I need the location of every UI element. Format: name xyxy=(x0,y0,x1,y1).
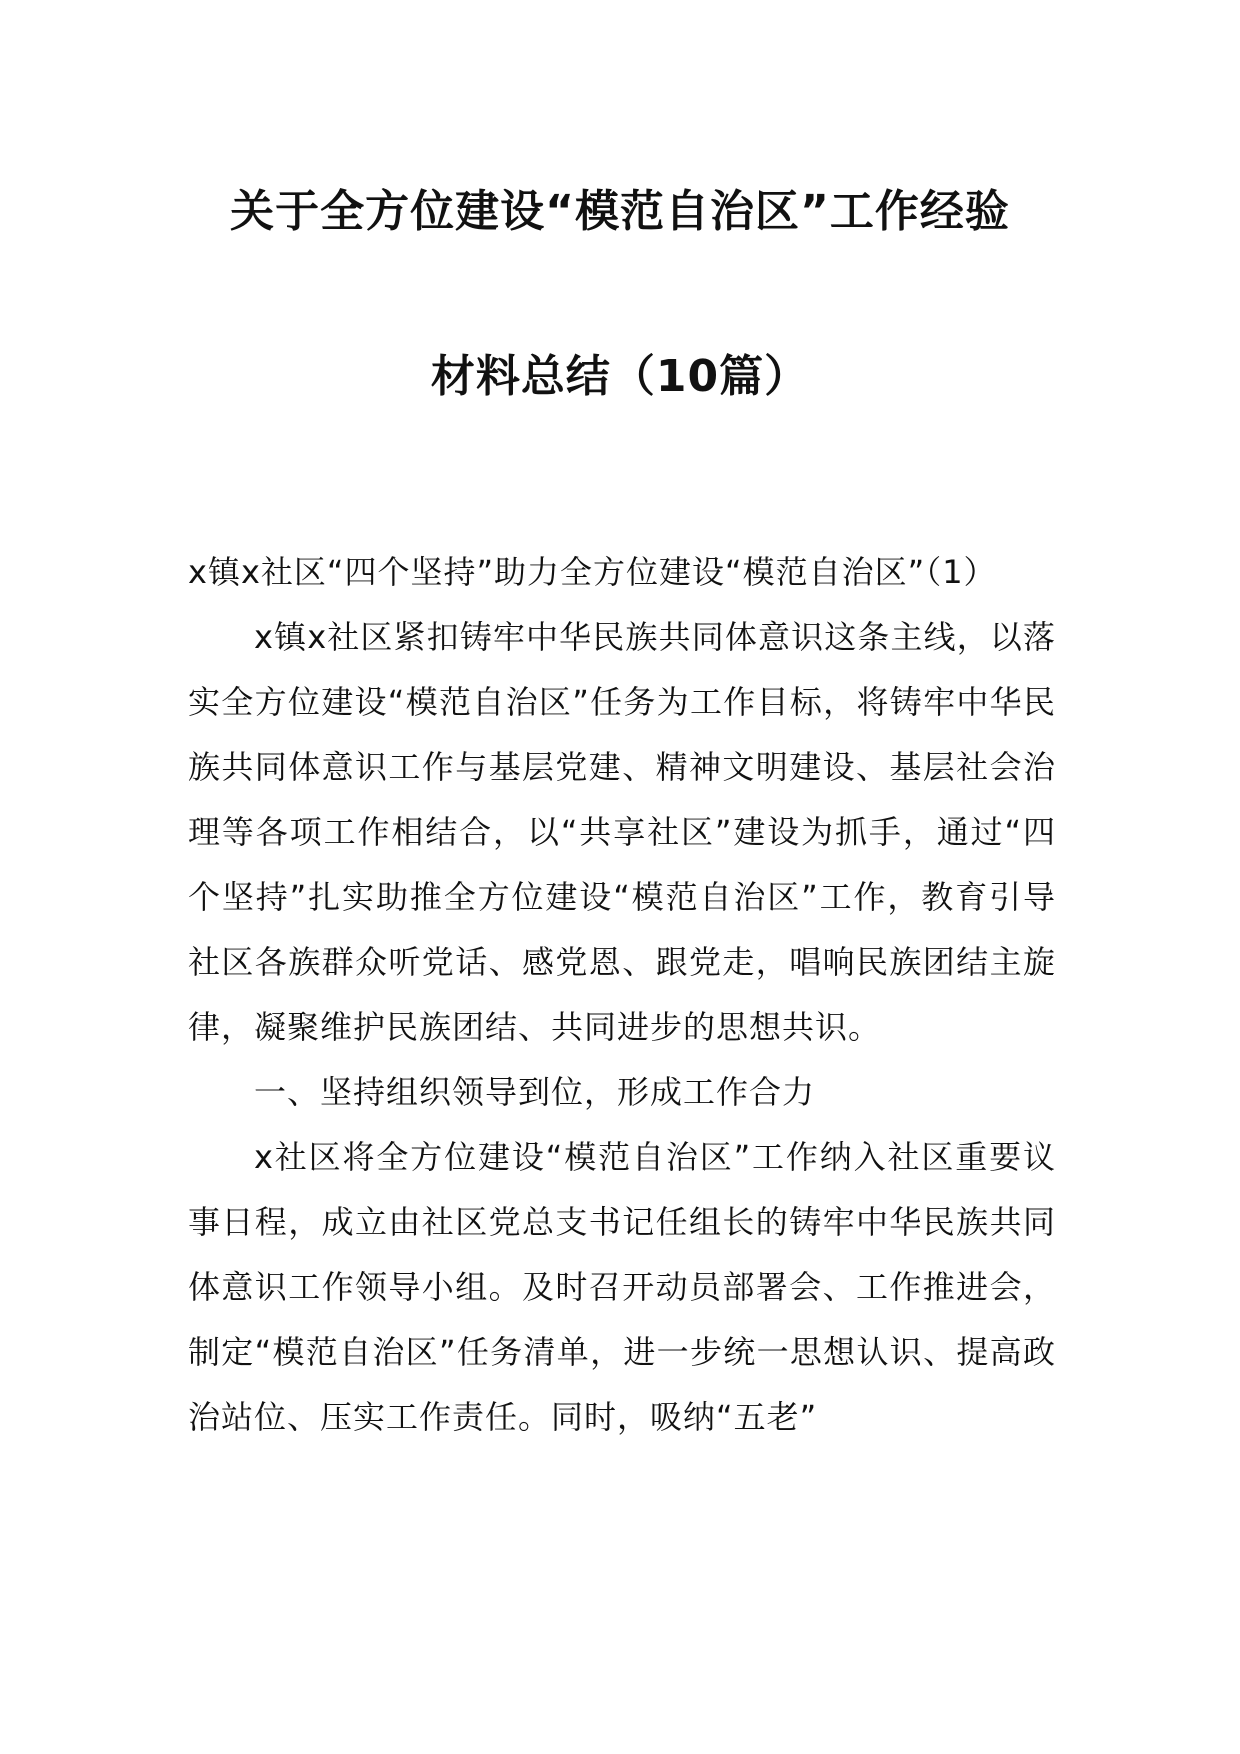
section-heading: x镇x社区“四个坚持”助力全方位建设“模范自治区”（1） xyxy=(188,553,997,591)
document-title-line-2: 材料总结（10篇） xyxy=(430,351,810,402)
body-paragraph: x社区将全方位建设“模范自治区”工作纳入社区重要议事日程，成立由社区党总支书记任组长的铸牢中华民族共同体意识工作领导小组。及时召开动员部署会、工作推进会，制定“模范自治区”任务清单，进一步统一思想认识、提高政治站位、压实工作责任。同时，吸纳“五老” xyxy=(188,1138,1056,1436)
subsection-heading: 一、坚持组织领导到位，形成工作合力 xyxy=(254,1073,816,1111)
document-title-line-1: 关于全方位建设“模范自治区”工作经验 xyxy=(230,186,1010,237)
body-paragraph: x镇x社区紧扣铸牢中华民族共同体意识这条主线，以落实全方位建设“模范自治区”任务为工作目标，将铸牢中华民族共同体意识工作与基层党建、精神文明建设、基层社会治理等各项工作相结合，以“共享社区”建设为抓手，通过“四个坚持”扎实助推全方位建设“模范自治区”工作，教育引导社区各族群众听党话、感党恩、跟党走，唱响民族团结主旋律，凝聚维护民族团结、共同进步的思想共识。 xyxy=(188,618,1056,1046)
document-body xyxy=(188,540,1056,1450)
